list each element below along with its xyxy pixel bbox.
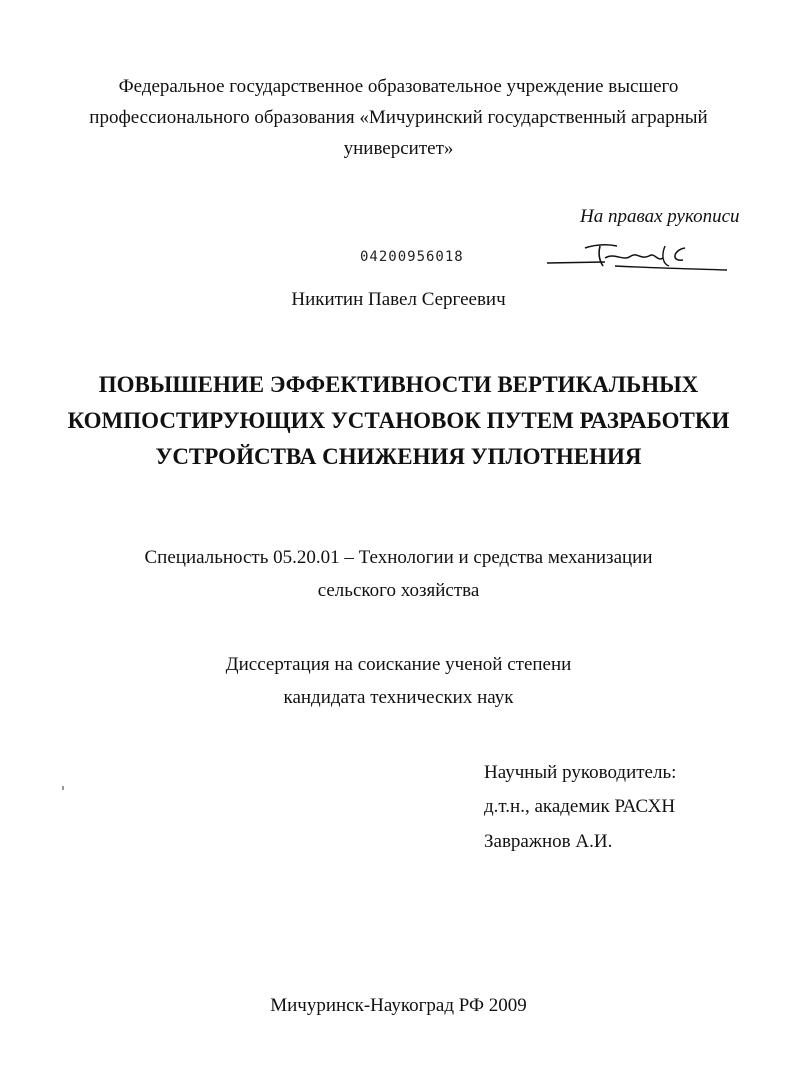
supervisor-label: Научный руководитель: bbox=[484, 762, 677, 783]
specialty-line-1: Специальность 05.20.01 – Технологии и средства механизации bbox=[144, 547, 653, 568]
title-line-1: ПОВЫШЕНИЕ ЭФФЕКТИВНОСТИ ВЕРТИКАЛЬНЫХ bbox=[98, 372, 699, 397]
institution-line-2: профессионального образования «Мичуринский государственный аграрный bbox=[89, 107, 708, 128]
place-year: Мичуринск-Наукоград РФ 2009 bbox=[270, 995, 527, 1016]
scan-speck bbox=[62, 786, 64, 790]
title-line-2: КОМПОСТИРУЮЩИХ УСТАНОВОК ПУТЕМ РАЗРАБОТКИ bbox=[67, 408, 730, 433]
specialty-line-2: сельского хозяйства bbox=[317, 580, 480, 601]
author-name: Никитин Павел Сергеевич bbox=[291, 289, 506, 310]
degree-line-2: кандидата технических наук bbox=[283, 687, 514, 708]
supervisor-name: Завражнов А.И. bbox=[484, 831, 613, 852]
title-line-3: УСТРОЙСТВА СНИЖЕНИЯ УПЛОТНЕНИЯ bbox=[155, 444, 642, 469]
signature-image bbox=[545, 236, 730, 276]
degree-line-1: Диссертация на соискание ученой степени bbox=[225, 654, 572, 675]
supervisor-rank: д.т.н., академик РАСХН bbox=[484, 796, 676, 817]
manuscript-note: На правах рукописи bbox=[580, 206, 740, 227]
institution-line-1: Федеральное государственное образовательное учреждение высшего bbox=[118, 76, 679, 97]
institution-line-3: университет» bbox=[343, 138, 454, 159]
registration-number-stamp: 04200956018 bbox=[360, 249, 464, 265]
